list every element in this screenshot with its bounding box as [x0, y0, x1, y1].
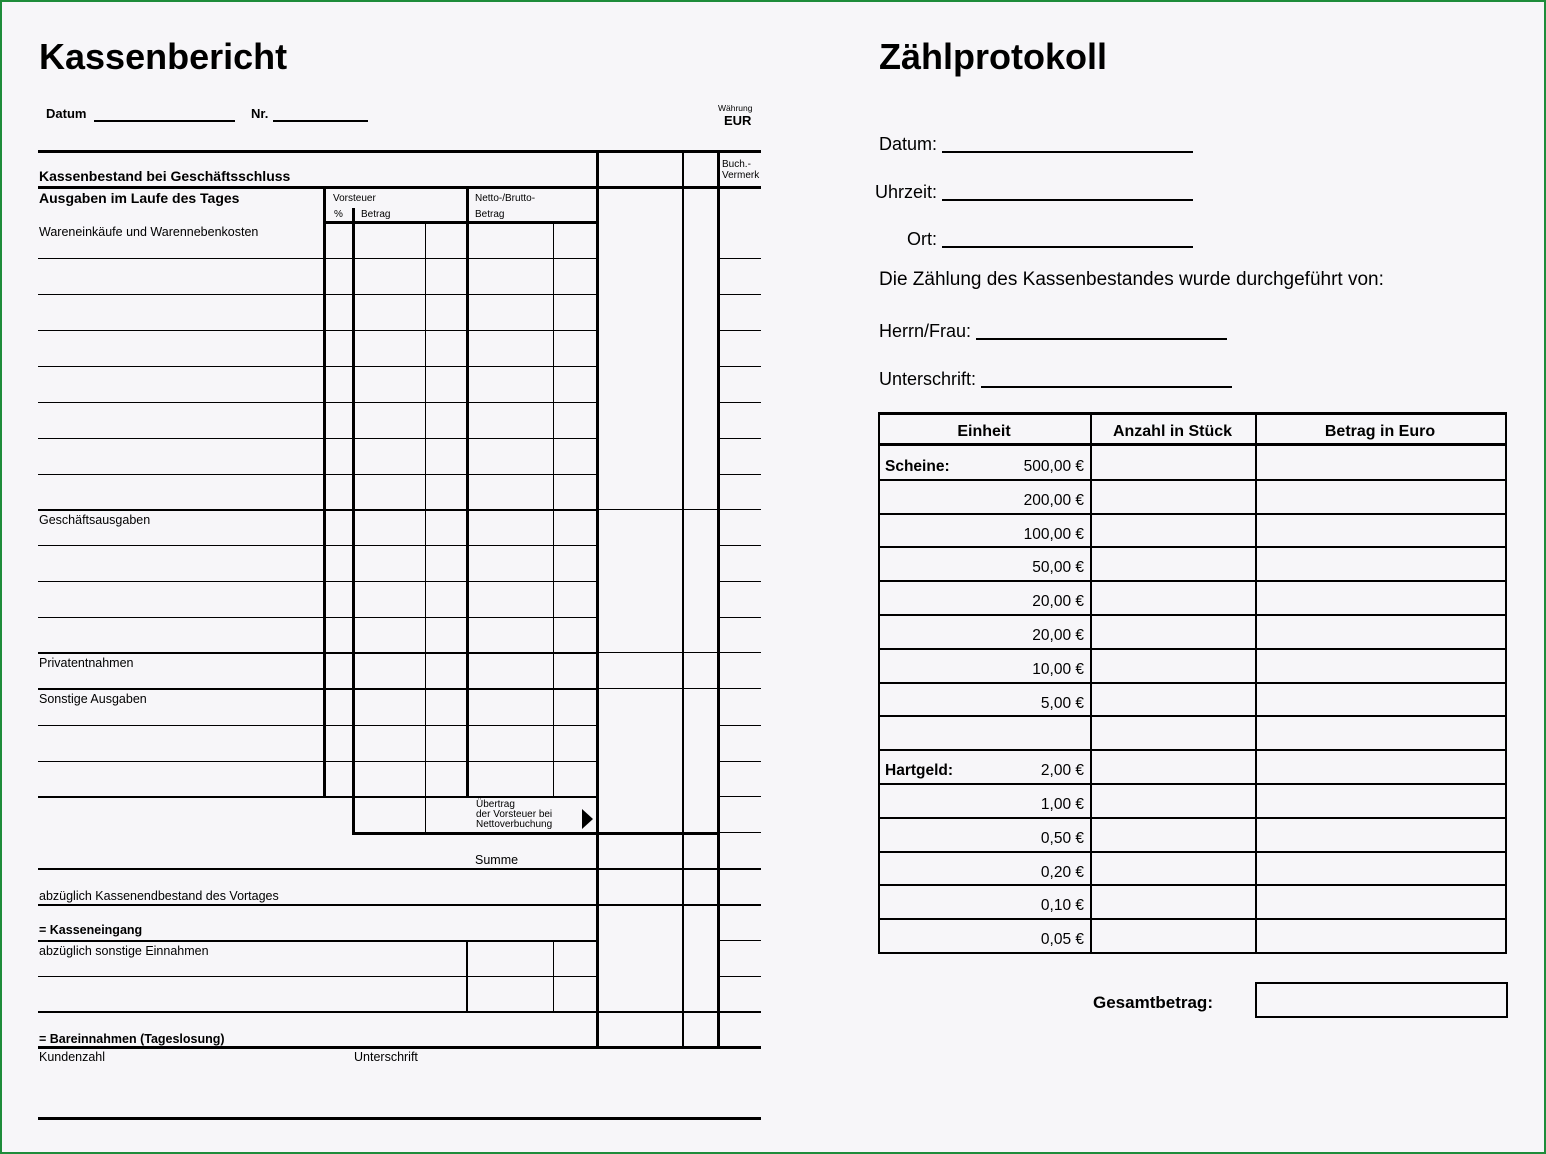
table-row-rule	[878, 580, 1506, 582]
section-rule	[38, 652, 324, 654]
section-rule	[38, 688, 324, 690]
table-row-rule	[878, 682, 1506, 684]
entry-line	[326, 258, 596, 259]
unit-value: 10,00 €	[1032, 661, 1084, 678]
summe-label: Summe	[475, 853, 519, 867]
entry-line	[326, 761, 596, 762]
entry-line	[326, 330, 596, 331]
unit-value: 50,00 €	[1032, 559, 1084, 576]
amount-rule	[598, 509, 718, 510]
entry-line	[38, 617, 324, 618]
vorsteuer-percent-divider	[352, 208, 355, 834]
entry-line	[38, 330, 324, 331]
sonstige-rule	[38, 1011, 761, 1013]
vortag-rule	[38, 904, 761, 906]
vermerk-line	[720, 402, 761, 403]
vermerk-line	[720, 688, 761, 689]
table-header-1: Einheit	[957, 423, 1011, 440]
section-rule	[326, 652, 596, 654]
unit-group-label: Hartgeld:	[885, 762, 954, 779]
buch-vermerk-label: Buch.-	[722, 159, 751, 170]
kasseneingang-rule	[38, 940, 597, 942]
uebertrag-bottom	[352, 832, 718, 835]
gesamtbetrag-field[interactable]	[1255, 982, 1508, 1018]
herr-frau-field[interactable]	[976, 338, 1227, 340]
uebertrag-label-3: Nettoverbuchung	[476, 819, 553, 830]
zp-unterschrift-label: Unterschrift:	[879, 369, 977, 389]
table-column-rule	[1505, 412, 1507, 954]
section-rule	[326, 796, 596, 798]
unit-value: 1,00 €	[1040, 796, 1084, 813]
zp-ort-label: Ort:	[907, 229, 937, 249]
entry-line	[326, 366, 596, 367]
vorsteuer-betrag-label: Betrag	[361, 209, 391, 220]
vermerk-line	[720, 474, 761, 475]
table-row-rule	[878, 513, 1506, 515]
entry-line	[38, 976, 597, 977]
wareneinkaeufe-label: Wareneinkäufe und Warennebenkosten	[39, 225, 259, 239]
unit-value: 200,00 €	[1023, 492, 1084, 509]
table-bottom-border	[878, 952, 1506, 954]
unit-value: 5,00 €	[1040, 695, 1084, 712]
table-header-2: Anzahl in Stück	[1112, 423, 1233, 440]
cents-column-divider	[682, 150, 684, 1048]
table-row-rule	[878, 918, 1506, 920]
datum-field[interactable]	[94, 120, 235, 122]
abzueglich-sonstige-label: abzüglich sonstige Einnahmen	[39, 944, 209, 958]
waehrung-label: Währung	[718, 103, 753, 113]
unit-value: 2,00 €	[1040, 762, 1084, 779]
entry-line	[38, 402, 324, 403]
table-row-rule	[878, 851, 1506, 853]
section-rule	[326, 688, 596, 690]
percent-label: %	[334, 209, 343, 220]
zp-datum-label: Datum:	[879, 134, 938, 154]
kundenzahl-label: Kundenzahl	[39, 1050, 106, 1064]
bareinnahmen-label: = Bareinnahmen (Tageslosung)	[39, 1032, 225, 1046]
zp-uhrzeit-label: Uhrzeit:	[875, 182, 938, 202]
gesamtbetrag-label: Gesamtbetrag:	[1093, 993, 1213, 1012]
table-row-rule	[878, 648, 1506, 650]
kasseneingang-label: = Kasseneingang	[39, 923, 143, 937]
arrow-right-icon	[582, 809, 593, 829]
kassenbestand-label: Kassenbestand bei Geschäftsschluss	[39, 168, 291, 184]
vermerk-line	[720, 438, 761, 439]
netto-brutto-label: Netto-/Brutto-	[475, 193, 536, 204]
netto-cents-divider	[553, 222, 554, 798]
zp-uhrzeit-field[interactable]	[942, 199, 1193, 201]
vermerk-line	[720, 258, 761, 259]
uebertrag-label-2: der Vorsteuer bei	[476, 809, 553, 820]
vermerk-line	[720, 509, 761, 510]
kassenbericht-title: Kassenbericht	[39, 36, 288, 77]
table-row-rule	[878, 783, 1506, 785]
table-row-rule	[878, 614, 1506, 616]
entry-line	[326, 294, 596, 295]
entry-line	[326, 402, 596, 403]
amount-column-left-border	[596, 150, 599, 1048]
privatentnahmen-label: Privatentnahmen	[39, 656, 134, 670]
buch-vermerk-label-2: Vermerk	[722, 170, 760, 181]
section-rule	[38, 509, 324, 511]
datum-label: Datum	[46, 106, 87, 121]
vermerk-line	[720, 940, 761, 941]
section-rule	[38, 796, 324, 798]
entry-line	[326, 617, 596, 618]
table-row-rule	[878, 749, 1506, 751]
netto-left-border	[466, 186, 469, 798]
unit-value: 0,20 €	[1040, 864, 1084, 881]
abzueglich-vortag-label: abzüglich Kassenendbestand des Vortages	[39, 889, 279, 903]
herr-frau-label: Herrn/Frau:	[879, 321, 972, 341]
table-row-rule	[878, 715, 1506, 717]
vermerk-column-border	[717, 150, 720, 1048]
unit-value: 500,00 €	[1023, 458, 1084, 475]
sonstige-cents-divider	[553, 941, 554, 1012]
netto-betrag-label: Betrag	[475, 209, 505, 220]
uebertrag-label: Übertrag	[476, 799, 515, 810]
unit-value: 0,05 €	[1040, 931, 1084, 948]
durchgefuehrt-text: Die Zählung des Kassenbestandes wurde durchgeführt von:	[879, 269, 1384, 290]
nr-label: Nr.	[251, 106, 269, 121]
table-column-rule	[1255, 412, 1257, 954]
entry-line	[38, 761, 324, 762]
kassenbestand-rule	[38, 186, 761, 189]
summe-rule	[38, 868, 761, 870]
entry-line	[326, 438, 596, 439]
zp-datum-field[interactable]	[942, 151, 1193, 153]
table-top-border	[38, 150, 761, 153]
ausgaben-label: Ausgaben im Laufe des Tages	[39, 190, 240, 206]
unit-value: 0,50 €	[1040, 830, 1084, 847]
amount-rule	[598, 652, 718, 653]
signature-line[interactable]	[38, 1117, 761, 1120]
bareinnahmen-rule	[38, 1046, 761, 1049]
table-row-rule	[878, 884, 1506, 886]
nr-field[interactable]	[273, 120, 368, 122]
vermerk-line	[720, 545, 761, 546]
amount-rule	[598, 688, 718, 689]
vermerk-line	[720, 725, 761, 726]
geschaeftsausgaben-label: Geschäftsausgaben	[39, 513, 151, 527]
entry-line	[326, 545, 596, 546]
unit-value: 20,00 €	[1032, 627, 1084, 644]
vorsteuer-left-border	[323, 186, 326, 798]
entry-line	[326, 474, 596, 475]
waehrung-value: EUR	[724, 113, 752, 128]
entry-line	[38, 366, 324, 367]
entry-line	[38, 545, 324, 546]
entry-line	[38, 294, 324, 295]
vermerk-line	[720, 330, 761, 331]
vermerk-line	[720, 581, 761, 582]
vermerk-line	[720, 366, 761, 367]
table-header-rule	[878, 443, 1506, 446]
sonstige-ausgaben-label: Sonstige Ausgaben	[39, 692, 147, 706]
entry-line	[326, 581, 596, 582]
section-rule	[326, 509, 596, 511]
table-column-rule	[1090, 412, 1092, 954]
unit-value: 20,00 €	[1032, 593, 1084, 610]
table-row-rule	[878, 546, 1506, 548]
vermerk-line	[720, 294, 761, 295]
vorsteuer-label: Vorsteuer	[333, 193, 376, 204]
entry-line	[326, 725, 596, 726]
entry-line	[38, 258, 324, 259]
zaehlprotokoll-title: Zählprotokoll	[879, 36, 1107, 77]
vermerk-line	[720, 832, 761, 833]
unit-group-label: Scheine:	[885, 458, 950, 475]
sonstige-left-border	[466, 941, 468, 1012]
vermerk-line	[720, 652, 761, 653]
entry-line	[38, 581, 324, 582]
vermerk-line	[720, 796, 761, 797]
table-row-rule	[878, 817, 1506, 819]
zp-unterschrift-field[interactable]	[981, 386, 1232, 388]
unterschrift-label: Unterschrift	[354, 1050, 418, 1064]
table-header-3: Betrag in Euro	[1324, 423, 1436, 440]
zp-ort-field[interactable]	[942, 246, 1193, 248]
entry-line	[38, 725, 324, 726]
vorsteuer-cents-divider	[425, 222, 426, 834]
vorsteuer-header-rule	[325, 221, 597, 224]
table-top-border	[878, 412, 1506, 415]
vermerk-line	[720, 976, 761, 977]
vermerk-line	[720, 761, 761, 762]
unit-value: 100,00 €	[1023, 526, 1084, 543]
table-row-rule	[878, 479, 1506, 481]
entry-line	[38, 438, 324, 439]
unit-value: 0,10 €	[1040, 897, 1084, 914]
entry-line	[38, 474, 324, 475]
vermerk-line	[720, 617, 761, 618]
